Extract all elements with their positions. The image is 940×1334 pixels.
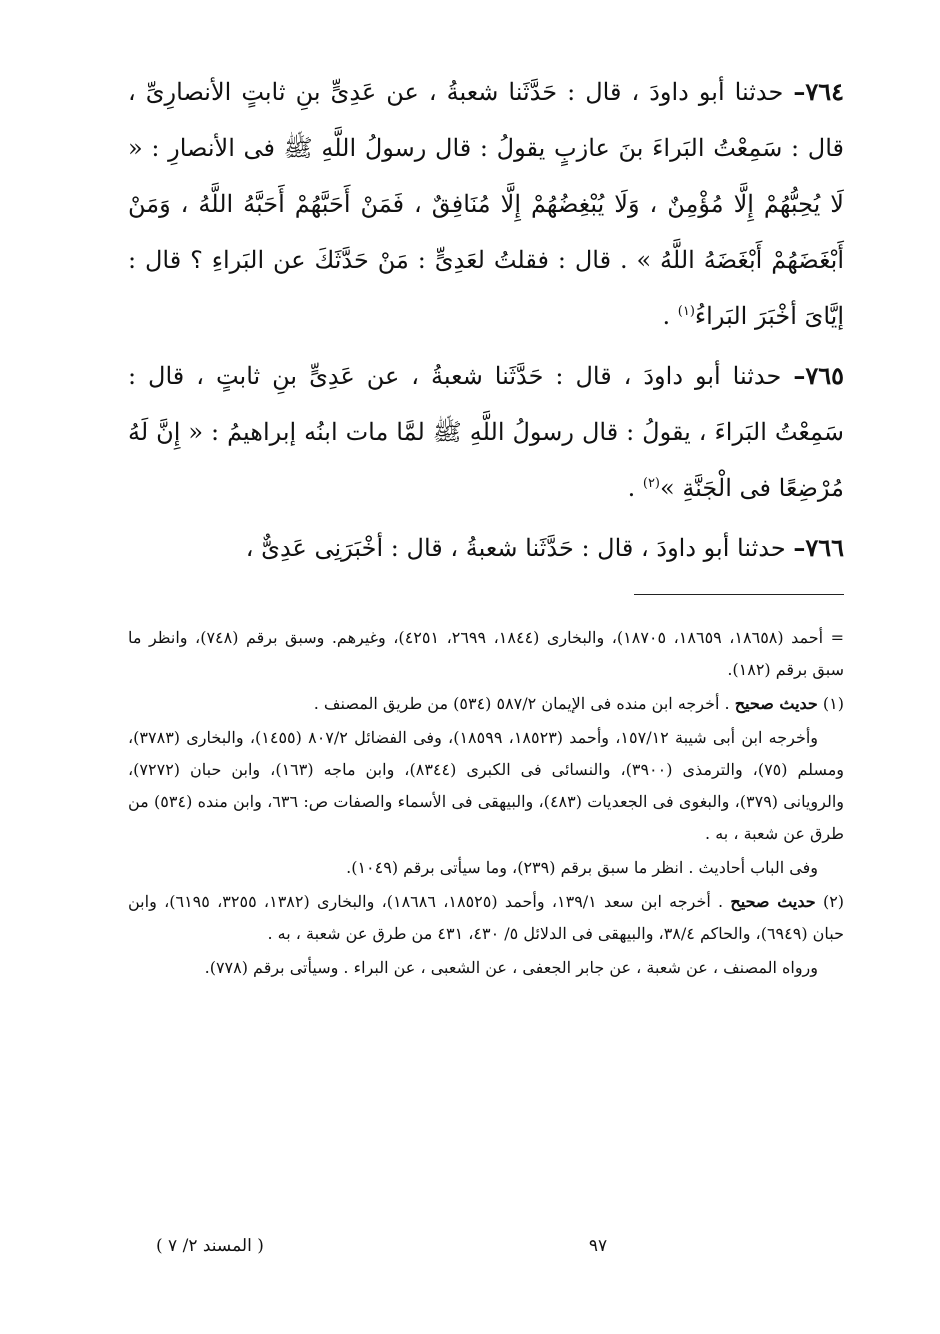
- hadith-text: حدثنا أبو داودَ ، قال : حَدَّثَنا شعبةُ ، عن عَدِىٍّ بنِ ثابتٍ ، قال : سَمِعْتُ البَراءَ ، يقولُ : قال رسولُ اللَّهِ ﷺ لمَّا مات ابنُه إبراهيمُ : « إِنَّ لَهُ مُرْضِعًا فى الْجَنَّةِ »: [128, 362, 844, 502]
- footnote-2-paragraph: ورواه المصنف ، عن شعبة ، عن جابر الجعفى ، عن الشعبى ، عن البراء . وسيأتى برقم (٧٧٨).: [204, 958, 818, 977]
- page-number: ٩٧: [588, 1236, 608, 1256]
- hadith-number: ٧٦٦–: [793, 533, 844, 562]
- hadith-766: [128, 520, 844, 576]
- footnote-text: . أخرجه ابن منده فى الإيمان ٥٨٧/٢ (٥٣٤) من طريق المصنف .: [313, 694, 730, 713]
- footnote-divider: [634, 594, 844, 595]
- footnotes: [128, 622, 844, 984]
- footnote-label: (٢): [822, 892, 845, 911]
- hadith-text: حدثنا أبو داودَ ، قال : حَدَّثَنا شعبةُ ، قال : أخْبَرَنِى عَدِىٌّ ،: [245, 534, 794, 562]
- page-footer: [128, 1236, 844, 1260]
- hadith-end: .: [627, 474, 643, 502]
- volume-signature: ( المسند ٢/ ٧ ): [156, 1236, 264, 1256]
- footnote-text: . أخرجه ابن سعد ١٣٩/١، وأحمد (١٨٥٢٥، ١٨٦٨٦)، والبخارى (١٣٨٢، ٣٢٥٥، ٦١٩٥)، وابن حبان (٦٩٤٩)، والحاكم ٣٨/٤، والبيهقى فى الدلائل ٥/ ٤٣٠، ٤٣١ من طرق عن شعبة ، به .: [128, 892, 844, 943]
- hadith-764: [128, 64, 844, 344]
- hadith-number: ٧٦٥–: [793, 361, 844, 390]
- footnote-grade: حديث صحيح: [730, 892, 816, 911]
- footnote-2: [128, 886, 844, 950]
- footnote-continuation: = أحمد (١٨٦٥٨، ١٨٦٥٩، ١٨٧٠٥)، والبخارى (١٨٤٤، ٢٦٩٩، ٤٢٥١)، وغيرهم. وسبق برقم (٧٤٨)، وانظر ما سبق برقم (١٨٢).: [128, 628, 845, 679]
- hadith-end: .: [662, 302, 678, 330]
- footnote-ref: (١): [677, 304, 695, 319]
- footnote-1-paragraph: وأخرجه ابن أبى شيبة ١٥٧/١٢، وأحمد (١٨٥٢٣، ١٨٥٩٩)، وفى الفضائل ٨٠٧/٢ (١٤٥٥)، والبخارى (٣٧٨٣)، ومسلم (٧٥)، والترمذى (٣٩٠٠)، والنسائى فى الكبرى (٨٣٤٤)، وابن ماجه (١٦٣)، وابن حبان (٧٢٧٢)، والرويانى (٣٧٩)، والبغوى فى الجعديات (٤٨٣)، والبيهقى فى الأسماء والصفات ص: ٦٣٦، وابن منده (٥٣٤) من طرق عن شعبة ، به .: [128, 728, 845, 843]
- main-text: [128, 64, 844, 576]
- footnote-1: [128, 688, 844, 720]
- footnote-ref: (٢): [642, 476, 660, 491]
- footnote-label: (١): [822, 694, 844, 713]
- footnote-1-paragraph: وفى الباب أحاديث . انظر ما سبق برقم (٢٣٩)، وما سيأتى برقم (١٠٤٩).: [346, 858, 818, 877]
- hadith-number: ٧٦٤–: [793, 77, 844, 106]
- footnote-grade: حديث صحيح: [734, 694, 818, 713]
- hadith-text: حدثنا أبو داودَ ، قال : حَدَّثَنا شعبةُ ، عن عَدِىٍّ بنِ ثابتٍ الأنصارِىِّ ، قال : سَمِعْتُ البَراءَ بنَ عازبٍ يقولُ : قال رسولُ اللَّهِ ﷺ فى الأنصارِ : « لَا يُحِبُّهُمْ إِلَّا مُؤْمِنٌ ، وَلَا يُبْغِضُهُمْ إِلَّا مُنَافِقٌ ، فَمَنْ أَحَبَّهُمْ أَحَبَّهُ اللَّهُ ، وَمَنْ أَبْغَضَهُمْ أَبْغَضَهُ اللَّهُ » . قال : فقلتُ لعَدِىٍّ : مَنْ حَدَّثَكَ عن البَراءِ ؟ قال : إيَّاىَ أخْبَرَ البَراءُ: [128, 78, 844, 330]
- hadith-765: [128, 348, 844, 516]
